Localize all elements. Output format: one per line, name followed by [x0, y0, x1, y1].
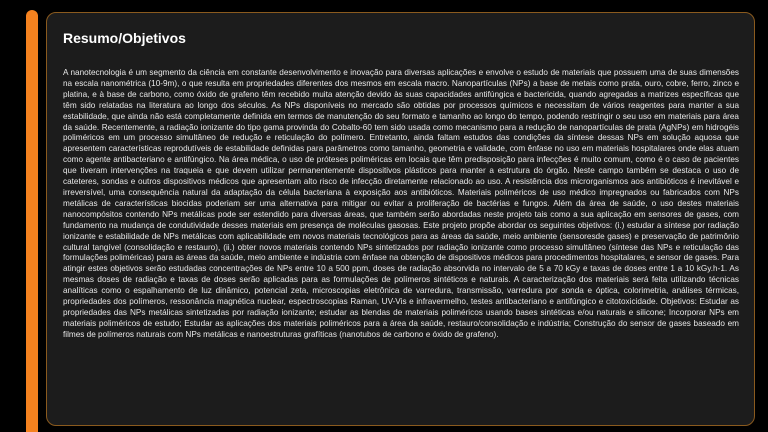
abstract-text: A nanotecnologia é um segmento da ciência em constante desenvolvimento e inovação para diversas aplicações e envolve o estudo de materiais que possuem uma de suas dimensões na escala nanométrica (10-9m), o que resulta em propriedades diferentes dos mesmos em escala macro. Nanopartículas (NPs) a base de metais como prata, ouro, cobre, ferro, zinco e platina, e à base de carbono, como óxido de grafeno têm recebido muita atenção devido às suas capacidades antifúngica e bactericida, quando agregadas a matrizes específicas que têm sido relatadas na literatura ao longo dos séculos. As NPs disponíveis no mercado são obtidas por processos químicos e necessitam de vários reagentes para manter a sua estabilidade, que ainda não está completamente definida em termos de manutenção do seu formato e tamanho ao longo do tempo, podendo restringir o seu uso em materiais para área da saúde. Recentemente, a radiação ionizante do tipo gama provinda do Cobalto-60 tem sido usada como mecanismo para a redução de nanopartículas de prata (AgNPs) em hidrogéis poliméricos em um processo simultâneo de redução e reticulação do polímero. Entretanto, ainda faltam estudos das condições da síntese dessas NPs em solução aquosa que apresentem características reprodutíveis de estabilidade definidas para parâmetros como tamanho, geometria e validade, com ênfase no uso em materiais hospitalares onde elas atuam como agente antibacteriano e antifúngico. Na área médica, o uso de próteses poliméricas em locais que têm predisposição para infecções é muito comum, como é o caso de pacientes que tiveram intervenções na traqueia e que devem utilizar permanentemente dispositivos plásticos para manter a estrutura do órgão. Neste campo também se destaca o uso de cateteres, sondas e outros dispositivos médicos que apresentam alto risco de infecção diretamente relacionado ao uso. A resistência dos microrganismos aos antibióticos é inevitável e irreversível, uma consequência natural da adaptação da célula bacteriana à exposição aos antibióticos. Materiais poliméricos de uso médico impregnados ou fabricados com NPs metálicas de características biocidas poderiam ser uma alternativa para mitigar ou evitar a proliferação de bactérias e fungos. Além da área de saúde, o uso destes materiais nanocompósitos contendo NPs metálicas pode ser estendido para diversas áreas, que também serão abordadas neste projeto tais como a sua aplicação em sensores de gases, com fundamento na mudança de condutividade desses materiais em presença de moléculas gasosas. Este projeto propõe abordar os seguintes objetivos: (i.) estudar a síntese por radiação ionizante e estabilidade de NPs metálicas com aplicabilidade em novos materiais tecnológicos para as áreas da saúde, meio ambiente (sensoresde gases) e preservação de patrimônio cultural tangível (consolidação e restauro), (ii.) obter novos materiais contendo NPs sintetizados por radiação ionizante como processo simultâneo (síntese das NPs e reticulação das formulações poliméricas) para as áreas da saúde, meio ambiente e indústria com ênfase na obtenção de dispositivos médicos para procedimentos hospitalares, e sensor de gases. Para atingir estes objetivos serão estudadas concentrações de NPs entre 10 a 500 ppm, doses de radiação absorvida no intervalo de 5 a 70 kGy e taxas de doses entre 1 a 10 kGy.h-1. As mesmas doses de radiação e taxas de doses serão aplicadas para as formulações de polímeros sintéticos e naturais. A caracterização dos materiais será feita utilizando técnicas analíticas como o espalhamento de luz dinâmico, potencial zeta, microscopias eletrônica de varredura, transmissão, varredura por sonda e óptica, colorimetria, análises térmicas, propriedades dos polímeros, ressonância magnética nuclear, espectroscopias Raman, UV-Vis e infravermelho, testes antibacteriano e antifúngico e citotoxicidade. Objetivos: Estudar as propriedades das NPs metálicas sintetizadas por radiação ionizante; estudar as blendas de materiais poliméricos usando bases sintéticas e/ou naturais e silicone; Incorporar NPs em materiais poliméricos de estudo; Estudar as aplicações dos materiais poliméricos para a área da saúde, restauro/consolidação e indústria; Construção do sensor de gases baseado em filmes de polímeros naturais com NPs metálicas e nanoestruturas grafíticas (nanotubos de carbono e óxido de grafeno).	[63, 68, 739, 339]
slide-title: Resumo/Objetivos	[63, 30, 186, 46]
accent-bar	[26, 10, 38, 432]
